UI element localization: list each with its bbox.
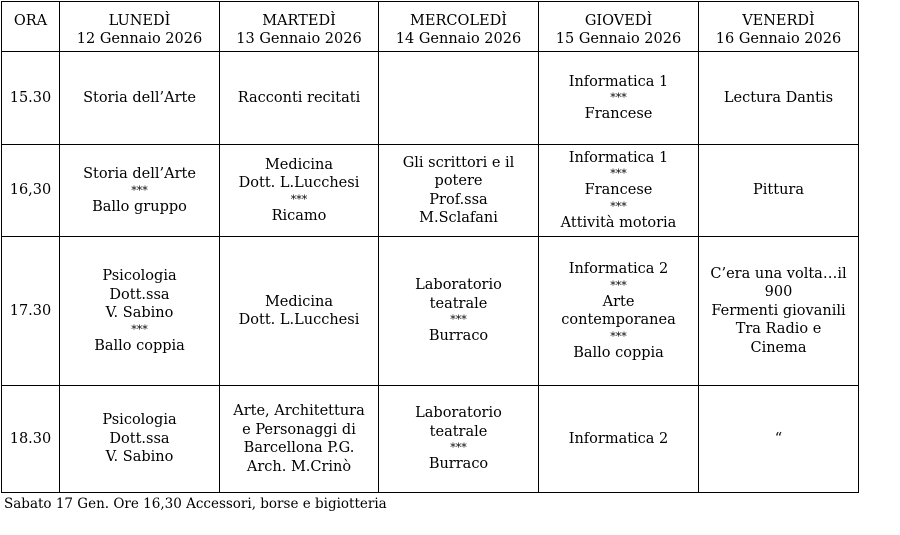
activity-line: Ballo coppia — [573, 344, 664, 361]
separator: *** — [610, 278, 627, 292]
separator: *** — [290, 192, 308, 206]
activity-cell — [60, 145, 220, 237]
header-day — [60, 2, 220, 52]
activity-line: Ricamo — [271, 207, 327, 224]
activity-line: Informatica 2 — [568, 430, 669, 447]
activity-line: Laboratorio — [415, 405, 502, 422]
separator: *** — [131, 322, 148, 336]
header-row — [2, 2, 859, 52]
separator: *** — [450, 441, 467, 455]
activity-line: Medicina — [264, 293, 334, 310]
activity-cell — [379, 52, 539, 145]
activity-line: C’era una volta…il — [710, 265, 847, 282]
schedule-table — [1, 1, 859, 493]
activity-cell — [60, 237, 220, 386]
header-day — [699, 2, 859, 52]
activity-line: V. Sabino — [105, 305, 174, 321]
day-name: MARTEDÌ — [262, 13, 336, 29]
day-name: VENERDÌ — [742, 13, 815, 29]
activity-line: Pittura — [753, 182, 804, 199]
time-cell — [2, 386, 60, 493]
activity-line: Arte, Architettura — [233, 403, 365, 419]
activity-line: Medicina — [264, 156, 334, 173]
time-cell — [2, 52, 60, 145]
activity-cell — [539, 145, 699, 237]
activity-line: Ballo gruppo — [92, 198, 187, 215]
activity-line: Barcellona P.G. — [243, 440, 355, 456]
time-label: 18.30 — [9, 430, 52, 447]
time-cell — [2, 145, 60, 237]
time-label: 15.30 — [9, 89, 52, 106]
activity-line: Burraco — [428, 328, 489, 345]
header-day — [539, 2, 699, 52]
activity-line: Burraco — [428, 456, 489, 473]
day-name: LUNEDÌ — [108, 13, 171, 29]
activity-line: Dott.ssa — [109, 286, 170, 303]
time-label: 16,30 — [9, 182, 52, 199]
activity-cell — [379, 145, 539, 237]
activity-cell — [699, 52, 859, 145]
activity-line: Laboratorio — [415, 277, 502, 294]
day-date: 14 Gennaio 2026 — [395, 31, 522, 47]
separator: *** — [610, 329, 627, 343]
time-label: 17.30 — [9, 302, 52, 319]
separator: *** — [610, 199, 627, 213]
footer-note: Sabato 17 Gen. Ore 16,30 Accessori, borse e bigiotteria — [4, 496, 387, 512]
activity-line: Francese — [584, 106, 653, 122]
activity-cell — [539, 237, 699, 386]
schedule-row — [2, 145, 859, 237]
activity-cell — [220, 237, 379, 386]
day-name: MERCOLEDÌ — [410, 13, 507, 29]
activity-line: teatrale — [429, 423, 488, 440]
activity-line: Cinema — [750, 339, 807, 356]
activity-cell — [220, 52, 379, 145]
schedule-row — [2, 237, 859, 386]
separator: *** — [450, 313, 467, 327]
activity-line: Arch. M.Crinò — [246, 458, 352, 475]
header-day — [379, 2, 539, 52]
activity-line: e Personaggi di — [242, 421, 356, 438]
ora-label: ORA — [13, 13, 48, 29]
activity-line: Storia dell’Arte — [83, 89, 196, 106]
activity-cell — [539, 52, 699, 145]
activity-cell — [60, 52, 220, 145]
activity-line: 900 — [764, 284, 793, 301]
activity-line: Prof.ssa — [429, 191, 488, 208]
activity-cell — [699, 237, 859, 386]
activity-cell — [60, 386, 220, 493]
activity-cell — [220, 145, 379, 237]
day-date: 12 Gennaio 2026 — [76, 31, 203, 47]
activity-cell — [699, 145, 859, 237]
activity-line: Psicologia — [102, 412, 177, 429]
activity-line: Storia dell’Arte — [83, 166, 196, 182]
header-day — [220, 2, 379, 52]
activity-line: Psicologia — [102, 268, 177, 284]
activity-cell — [699, 386, 859, 493]
schedule-row — [2, 386, 859, 493]
time-cell — [2, 237, 60, 386]
activity-line: “ — [774, 430, 783, 447]
activity-cell — [539, 386, 699, 493]
activity-line: potere — [434, 173, 483, 189]
header-ora — [2, 2, 60, 52]
day-date: 13 Gennaio 2026 — [236, 31, 362, 47]
activity-line: Informatica 1 — [568, 73, 669, 90]
day-date: 15 Gennaio 2026 — [555, 31, 682, 47]
activity-line: M.Sclafani — [419, 210, 498, 226]
activity-line: Tra Radio e — [735, 321, 822, 338]
activity-line: Dott. L.Lucchesi — [238, 312, 360, 328]
activity-cell — [379, 237, 539, 386]
activity-line: Informatica 1 — [568, 149, 669, 166]
activity-line: Informatica 2 — [568, 261, 669, 277]
day-date: 16 Gennaio 2026 — [715, 31, 842, 47]
separator: *** — [610, 91, 627, 104]
activity-cell — [220, 386, 379, 493]
activity-line: Dott.ssa — [109, 430, 170, 447]
schedule-row — [2, 52, 859, 145]
activity-line: Gli scrittori e il — [402, 154, 515, 171]
activity-line: Arte — [602, 293, 635, 310]
activity-line: contemporanea — [561, 312, 676, 328]
activity-line: teatrale — [429, 295, 488, 312]
activity-line: V. Sabino — [105, 449, 174, 466]
day-name: GIOVEDÌ — [584, 13, 653, 29]
separator: *** — [610, 167, 627, 181]
activity-line: Lectura Dantis — [723, 89, 834, 106]
activity-line: Ballo coppia — [94, 337, 185, 354]
schedule-body — [2, 52, 859, 493]
activity-line: Francese — [584, 182, 653, 199]
activity-line: Attività motoria — [560, 214, 677, 231]
activity-line: Racconti recitati — [237, 89, 361, 106]
activity-line: Dott. L.Lucchesi — [238, 175, 360, 192]
activity-line: Fermenti giovanili — [711, 302, 846, 319]
activity-cell — [379, 386, 539, 493]
separator: *** — [131, 183, 148, 197]
